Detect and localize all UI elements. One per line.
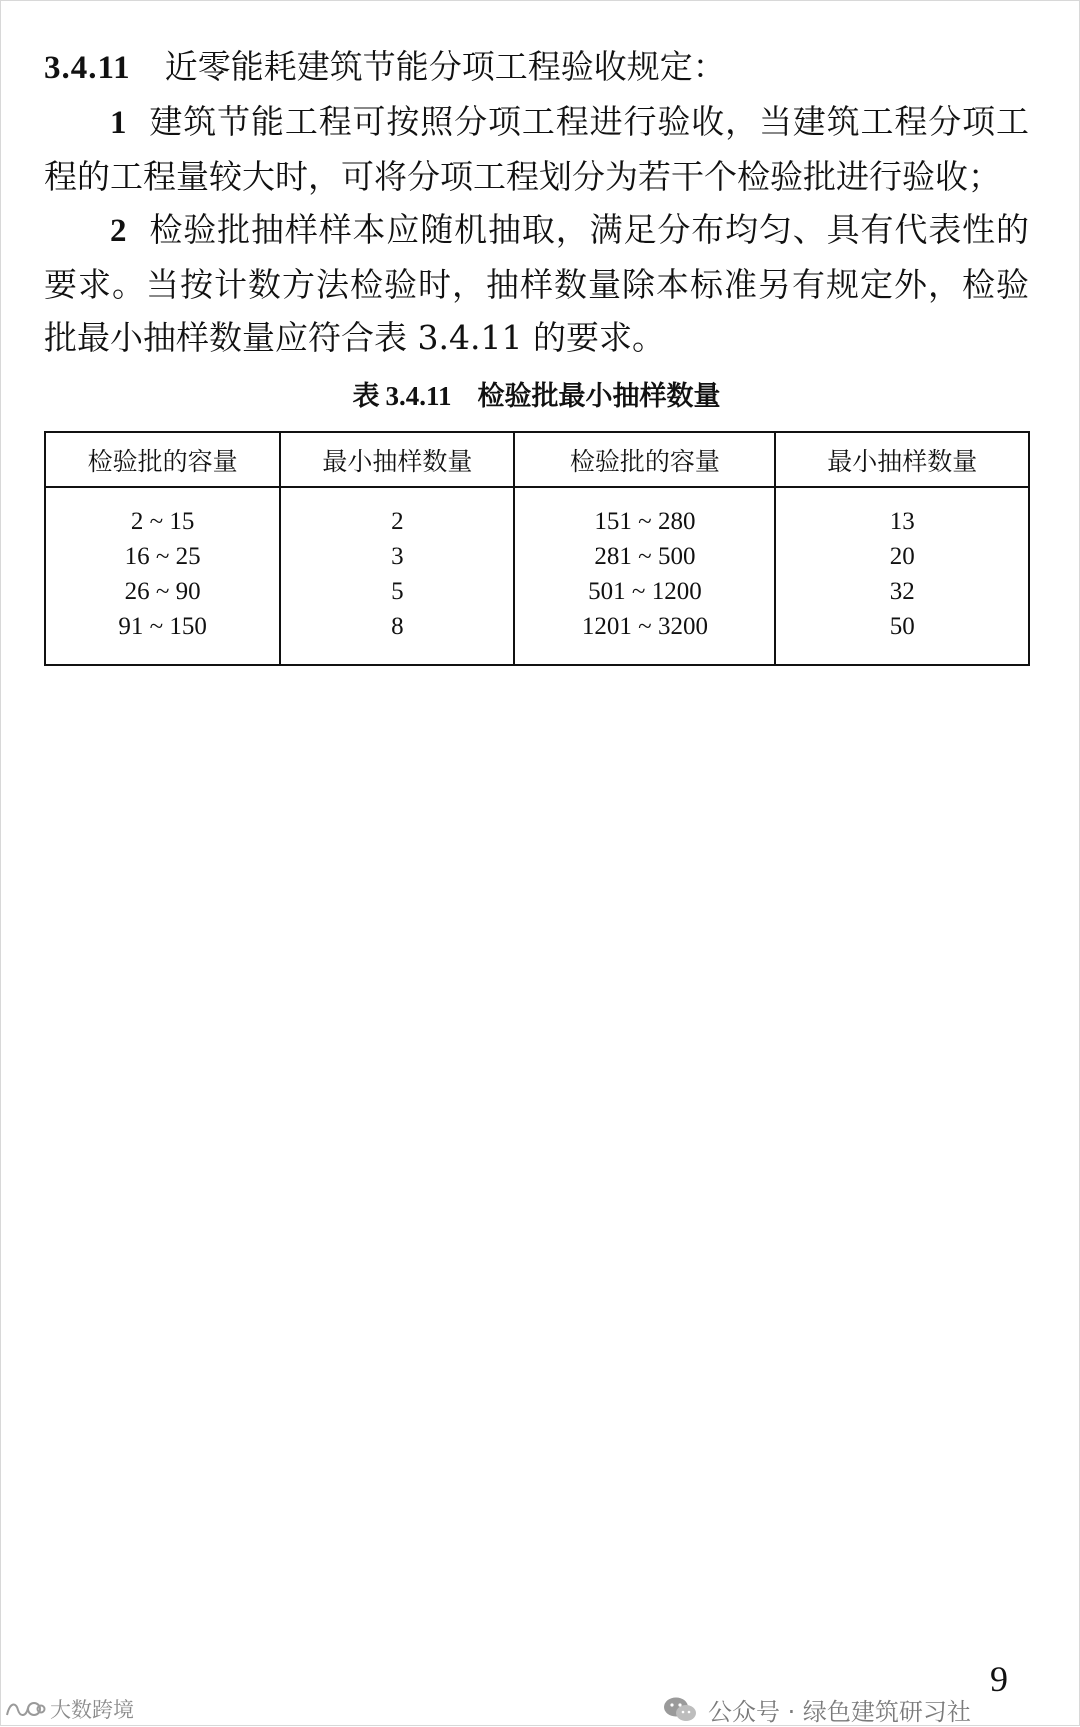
item-2-text: 检验批抽样样本应随机抽取，满足分布均匀、具有代表性的要求。当按计数方法检验时，抽样数量除本标准另有规定外，检验批最小抽样数量应符合表 3.4.11 的要求。 [44,210,1029,357]
table-cell: 16 ~ 25 [45,539,280,574]
table-cell: 2 [280,487,514,539]
watermark-wechat-text: 公众号 · 绿色建筑研习社 [708,1698,971,1726]
clause-heading [44,40,1029,95]
header-min-sample-1: 最小抽样数量 [280,432,514,487]
table-cell: 50 [775,609,1029,665]
table-cell: 281 ~ 500 [514,539,775,574]
table-cell: 151 ~ 280 [514,487,775,539]
watermark-wechat [662,1692,971,1727]
sampling-table [44,431,1030,666]
table-cell: 8 [280,609,514,665]
item-2-paragraph [44,203,1029,364]
header-batch-capacity-1: 检验批的容量 [45,432,280,487]
item-1-paragraph [44,95,1029,203]
document-body [44,40,1029,666]
table-cell: 1201 ~ 3200 [514,609,775,665]
table-cell: 5 [280,574,514,609]
brand-logo-icon [4,1698,46,1720]
table-row [45,539,1029,574]
table-cell: 3 [280,539,514,574]
page-number: 9 [990,1659,1008,1699]
item-2-number: 2 [110,213,127,249]
table-caption [44,376,1029,417]
table-cell: 501 ~ 1200 [514,574,775,609]
header-batch-capacity-2: 检验批的容量 [514,432,775,487]
table-row [45,574,1029,609]
table-cell: 2 ~ 15 [45,487,280,539]
watermark-brand [4,1694,134,1724]
watermark-brand-text: 大数跨境 [50,1698,134,1722]
table-cell: 13 [775,487,1029,539]
table-cell: 20 [775,539,1029,574]
table-caption-number: 3.4.11 [385,381,452,411]
table-row [45,609,1029,665]
clause-title: 近零能耗建筑节能分项工程验收规定： [164,47,726,86]
table-cell: 32 [775,574,1029,609]
wechat-icon [662,1696,698,1724]
header-min-sample-2: 最小抽样数量 [775,432,1029,487]
table-caption-prefix: 表 [352,381,380,412]
table-header-row [45,432,1029,487]
item-1-number: 1 [110,105,127,141]
table-row [45,487,1029,539]
item-1-text: 建筑节能工程可按照分项工程进行验收，当建筑工程分项工程的工程量较大时，可将分项工程划分为若干个检验批进行验收； [44,102,1029,196]
table-cell: 91 ~ 150 [45,609,280,665]
table-cell: 26 ~ 90 [45,574,280,609]
clause-number: 3.4.11 [44,50,131,86]
table-caption-title: 检验批最小抽样数量 [477,381,721,412]
